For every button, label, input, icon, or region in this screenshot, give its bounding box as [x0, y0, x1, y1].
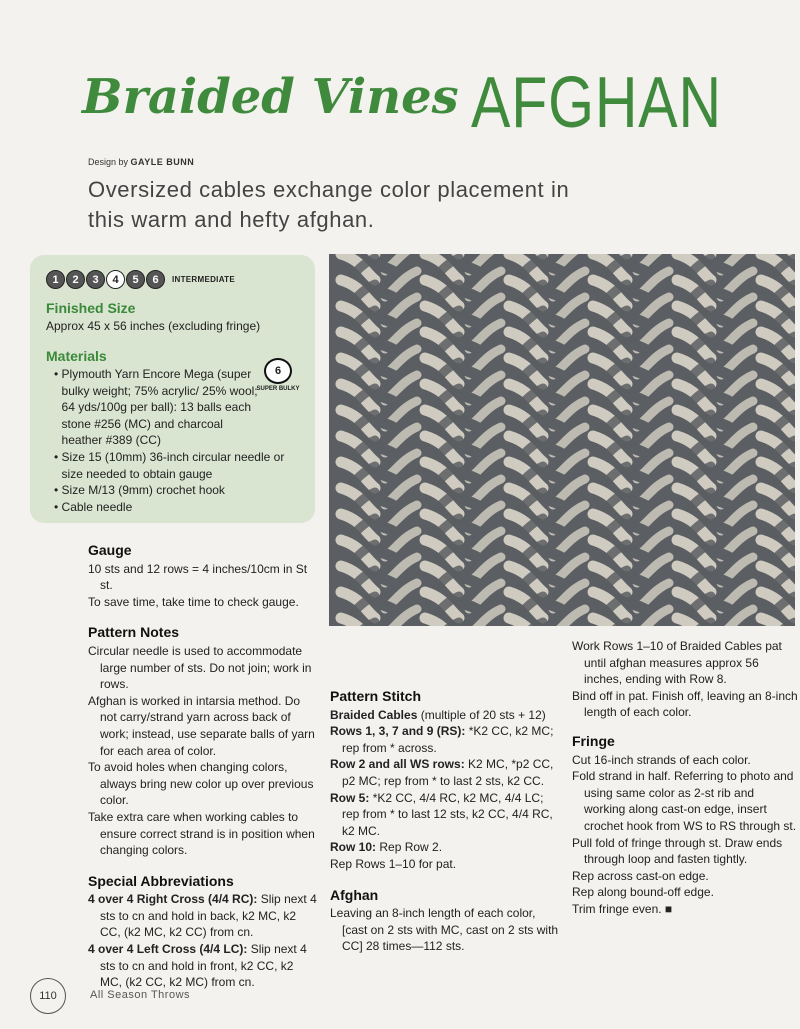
middle-column — [330, 688, 562, 955]
skill-level-4: 4 — [106, 270, 125, 289]
stitch-row: Row 5: *K2 CC, 4/4 RC, k2 MC, 4/4 LC; rep from * to last 12 sts, k2 CC, 4/4 RC, k2 MC. — [330, 790, 553, 838]
fringe-heading: Fringe — [572, 732, 615, 749]
skill-level-1: 1 — [46, 270, 65, 289]
stitch-row: Rows 1, 3, 7 and 9 (RS): *K2 CC, k2 MC; rep from * across. — [330, 724, 554, 755]
note-para: To avoid holes when changing colors, always bring new color up over previous color. — [88, 760, 314, 808]
fringe-para: Pull fold of fringe through st. Draw ends through loop and fasten tightly. — [572, 835, 783, 867]
fringe-para: Rep across cast-on edge. — [572, 868, 709, 883]
special-abbreviations-heading: Special Abbreviations — [88, 872, 234, 889]
gauge-line: 10 sts and 12 rows = 4 inches/10cm in St st. — [88, 561, 308, 593]
finished-size-heading: Finished Size — [46, 300, 136, 316]
list-item: • Size M/13 (9mm) crochet hook — [46, 482, 296, 499]
book-title: All Season Throws — [90, 989, 191, 1001]
note-para: Afghan is worked in intarsia method. Do not carry/strand yarn across back of work; instead, use separate balls of yarn for each area of color. — [88, 693, 315, 758]
yarn-weight-badge: 6 SUPER BULKY — [255, 358, 301, 392]
gauge-line: To save time, take time to check gauge. — [88, 594, 299, 609]
byline: Design by GAYLE BUNN — [88, 157, 195, 167]
title-script: Braided Vines — [82, 69, 459, 125]
afghan-photo — [329, 254, 795, 626]
note-para: Circular needle is used to accommodate large number of sts. Do not join; work in rows. — [88, 643, 312, 692]
pattern-notes-heading: Pattern Notes — [88, 624, 180, 641]
finished-size-text: Approx 45 x 56 inches (excluding fringe) — [46, 319, 261, 333]
page-number: 110 — [30, 978, 66, 1014]
fringe-para: Rep along bound-off edge. — [572, 885, 714, 900]
gauge-heading: Gauge — [88, 542, 132, 558]
subtitle: Oversized cables exchange color placement in this warm and hefty afghan. — [88, 177, 570, 232]
designer-name: GAYLE BUNN — [130, 157, 195, 167]
list-item: • Plymouth Yarn Encore Mega (super bulky weight; 75% acrylic/ 25% wool; 64 yds/100g per ball): 13 balls each stone #256 (MC) and charcoal heather #389 (CC) — [46, 366, 296, 449]
stitch-name: Braided Cables (multiple of 20 sts + 12) — [330, 707, 546, 722]
note-para: Take extra care when working cables to ensure correct strand is in position when changing colors. — [88, 809, 315, 858]
abbreviation: 4 over 4 Left Cross (4/4 LC): Slip next 4 sts to cn and hold in front, k2 CC, k2 MC, (k2 CC, k2 MC) from cn. — [88, 942, 307, 990]
skill-level — [46, 270, 235, 289]
title-caps: AFGHAN — [471, 63, 723, 143]
right-column — [572, 638, 798, 918]
fringe-para: Trim fringe even. ■ — [572, 901, 673, 916]
abbreviation: 4 over 4 Right Cross (4/4 RC): Slip next 4 sts to cn and hold in back, k2 MC, k2 CC, (k2 MC, k2 CC) from cn. — [88, 892, 317, 940]
list-item: • Size 15 (10mm) 36-inch circular needle or size needed to obtain gauge — [46, 449, 296, 482]
skill-level-3: 3 — [86, 270, 105, 289]
pattern-stitch-heading: Pattern Stitch — [330, 688, 422, 704]
cable-knit-image — [329, 254, 795, 626]
left-column — [88, 542, 318, 991]
fringe-para: Fold strand in half. Referring to photo and using same color as 2-st rib and working along cast-on edge, insert crochet hook from WS to RS through st. — [572, 769, 797, 833]
materials-heading: Materials — [46, 348, 107, 364]
stitch-row: Row 2 and all WS rows: K2 MC, *p2 CC, p2 MC; rep from * to last 2 sts, k2 CC. — [330, 757, 554, 788]
stitch-repeat: Rep Rows 1–10 for pat. — [330, 856, 457, 871]
stitch-row: Row 10: Rep Row 2. — [330, 840, 443, 855]
skill-level-5: 5 — [126, 270, 145, 289]
yarn-ball-icon: 6 — [264, 358, 292, 384]
skill-level-label: INTERMEDIATE — [172, 275, 236, 284]
skill-level-2: 2 — [66, 270, 85, 289]
afghan-para: Leaving an 8-inch length of each color, [cast on 2 sts with MC, cast on 2 sts with CC] 28 times—112 sts. — [330, 906, 559, 954]
afghan-para: Bind off in pat. Finish off, leaving an 8-inch length of each color. — [572, 688, 798, 720]
page-title — [82, 48, 777, 143]
list-item: • Cable needle — [46, 499, 296, 516]
fringe-para: Cut 16-inch strands of each color. — [572, 752, 751, 767]
afghan-heading: Afghan — [330, 886, 379, 903]
afghan-para: Work Rows 1–10 of Braided Cables pat until afghan measures approx 56 inches, ending with Row 8. — [572, 639, 782, 687]
skill-level-6: 6 — [146, 270, 165, 289]
